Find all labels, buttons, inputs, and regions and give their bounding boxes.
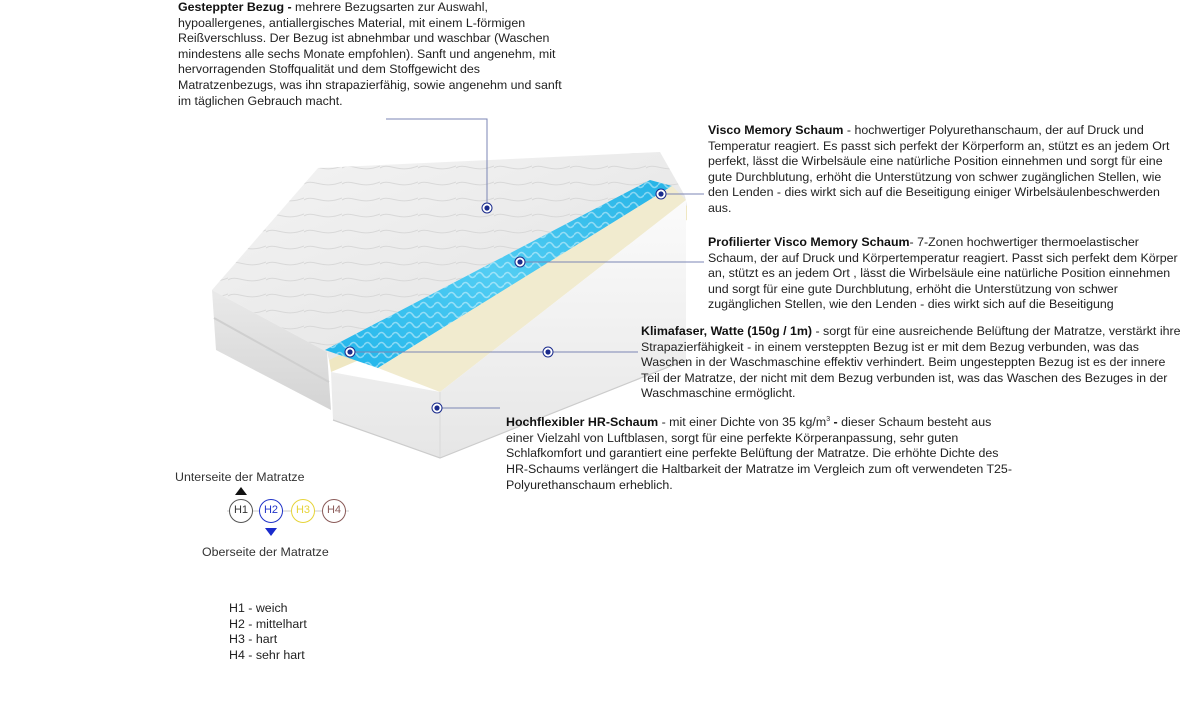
callout-text: mehrere Bezugsarten zur Auswahl, hypoallergenes, antiallergisches Material, mit einem L-förmigen Reißverschluss. Der Bezug ist abnehmbar und waschbar (Waschen mindestens alle sechs Monate empfohlen). Sanft und angenehm, mit hervorragenden Stoffqualität und dem Stoffgewicht des Matratzenbezugs, was ihn strapazierfähig, sowie angenehm und sanft im täglichen Gebrauch macht. — [178, 0, 562, 108]
legend-item: H1 - weich — [229, 601, 288, 615]
callout-title: Profilierter Visco Memory Schaum — [708, 235, 910, 249]
marker-dot-klima-right — [543, 347, 553, 357]
firmness-legend — [229, 601, 307, 663]
marker-dot-klima-left — [345, 347, 355, 357]
callout-title: Gesteppter Bezug - — [178, 0, 292, 14]
callout-title: Klimafaser, Watte (150g / 1m) — [641, 324, 813, 338]
marker-dot-bezug — [482, 203, 492, 213]
callout-text-after: dieser Schaum besteht aus einer Vielzahl von Luftblasen, sorgt für eine perfekte Körperanpassung, sehr guten Schlafkomfort und garantiert eine perfekte Belüftung der Matratze. Die erhöhte Dichte des HR-Schaums verlängert die Haltbarkeit der Matratze im Vergleich zum oft verwendeten T25-Polyurethanschaum erheblich. — [506, 415, 1012, 492]
callout-hr-schaum — [506, 412, 1021, 493]
label-unterseite: Unterseite der Matratze — [175, 470, 305, 484]
callout-profilierter-visco — [708, 235, 1178, 313]
callout-visco-memory — [708, 123, 1178, 217]
firmness-h3: H3 — [291, 499, 315, 523]
callout-text: - sorgt für eine ausreichende Belüftung der Matratze, verstärkt ihre Strapazierfähigkeit - in einem versteppten Bezug ist er mit dem Bezug verbunden, was das Waschen in der Waschmaschine effektiv verhindert. Beim ungesteppten Bezug ist es der innere Teil der Matratze, der nicht mit dem Bezug verbunden ist, was das Waschen des Bezuges in der Waschmaschine ermöglicht. — [641, 324, 1181, 401]
callout-title: Visco Memory Schaum — [708, 123, 844, 137]
arrow-down-icon — [265, 528, 277, 536]
callout-gesteppter-bezug — [178, 0, 573, 109]
marker-dot-visco — [656, 189, 666, 199]
marker-dot-hr — [432, 403, 442, 413]
callout-text-before: - mit einer Dichte von 35 kg/m — [658, 415, 827, 430]
firmness-h4: H4 — [322, 499, 346, 523]
callout-klimafaser — [641, 324, 1186, 402]
callout-text: - hochwertiger Polyurethanschaum, der auf Druck und Temperatur reagiert. Es passt sich perfekt der Körperform an, stützt es an jedem Ort perfekt, lässt die Wirbelsäule eine natürliche Position einnehmen und sorgt für eine gute Durchblutung, erhöht die Unterstützung von schwer zugänglichen Stellen, wie den Lenden - dies wirkt sich auf die Beseitigung einiger Wirbelsäulenbeschwerden aus. — [708, 123, 1170, 215]
legend-item: H3 - hart — [229, 632, 278, 647]
callout-dash: - — [830, 415, 842, 430]
callout-title: Hochflexibler HR-Schaum — [506, 415, 659, 430]
firmness-h2: H2 — [259, 499, 283, 523]
arrow-up-icon — [235, 487, 247, 495]
callout-text: - 7-Zonen hochwertiger thermoelastischer Schaum, der auf Druck und Körpertemperatur reagiert. Passt sich perfekt dem Körper an, stützt es an jedem Ort , lässt die Wirbelsäule eine natürliche Position einnehmen und sorgt für eine gute Durchblutung, erhöht die Unterstützung von schwer zugänglichen Stellen, wie den Lenden - dies wirkt sich auf die Beseitigung — [708, 235, 1178, 312]
legend-item: H4 - sehr hart — [229, 647, 305, 662]
firmness-h1: H1 — [229, 499, 253, 523]
legend-item: H2 - mittelhart — [229, 616, 307, 631]
marker-dot-profil — [515, 257, 525, 267]
superscript-3: 3 — [826, 416, 831, 423]
label-oberseite: Oberseite der Matratze — [202, 545, 329, 559]
